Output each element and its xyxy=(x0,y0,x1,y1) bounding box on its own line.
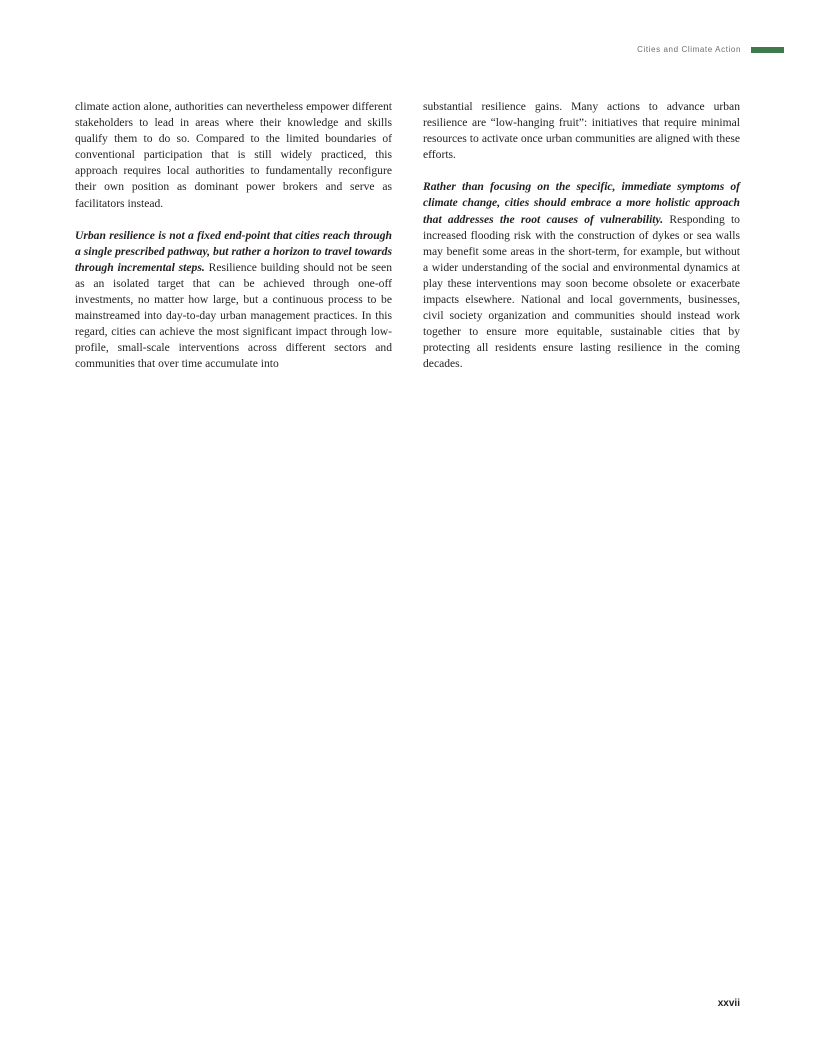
right-paragraph-2-lead: Rather than focusing on the specific, immediate symptoms of climate change, cities should embrace a more holistic approach that addresses the root causes of vulnerability. xyxy=(423,180,740,226)
left-paragraph-2-body: Resilience building should not be seen as an isolated target that can be achieved through one-off investments, no matter how large, but a continuous process to be mainstreamed into day-to-day urban management practices. In this regard, cities can achieve the most significant impact through low-profile, small-scale interventions across different sectors and communities that over time accumulate into xyxy=(75,260,392,371)
running-header-title: Cities and Climate Action xyxy=(637,45,741,54)
left-paragraph-2-lead: Urban resilience is not a fixed end-point that cities reach through a single prescribed pathway, but rather a horizon to travel towards through incremental steps. xyxy=(75,228,392,274)
page-number: xxvii xyxy=(717,998,740,1009)
right-paragraph-1: substantial resilience gains. Many actions to advance urban resilience are “low-hanging fruit”: initiatives that require minimal resources to activate once urban communities are aligned with these efforts. xyxy=(423,100,740,162)
right-paragraph-2-body: Responding to increased flooding risk with the construction of dykes or sea walls may benefit some areas in the short-term, for example, but without a wider understanding of the social and environmental dynamics at play these interventions may soon become obsolete or exacerbate impacts elsewhere. National and local governments, businesses, civil society organization and communities should instead work together to ensure more equitable, sustainable cities that by protecting all residents ensure lasting resilience in the coming decades. xyxy=(423,212,740,371)
left-paragraph-1: climate action alone, authorities can nevertheless empower different stakeholders to lead in areas where their knowledge and skills qualify them to do so. Compared to the limited boundaries of conventional participation that is still widely practiced, this approach requires local authorities to fundamentally reconfigure their own position as dominant power brokers and serve as facilitators instead. xyxy=(75,100,392,210)
right-paragraph-2 xyxy=(423,179,740,372)
running-header xyxy=(637,45,784,54)
left-column xyxy=(75,99,392,389)
header-accent-bar xyxy=(751,47,784,53)
right-column xyxy=(423,99,740,389)
left-paragraph-2 xyxy=(75,228,392,373)
